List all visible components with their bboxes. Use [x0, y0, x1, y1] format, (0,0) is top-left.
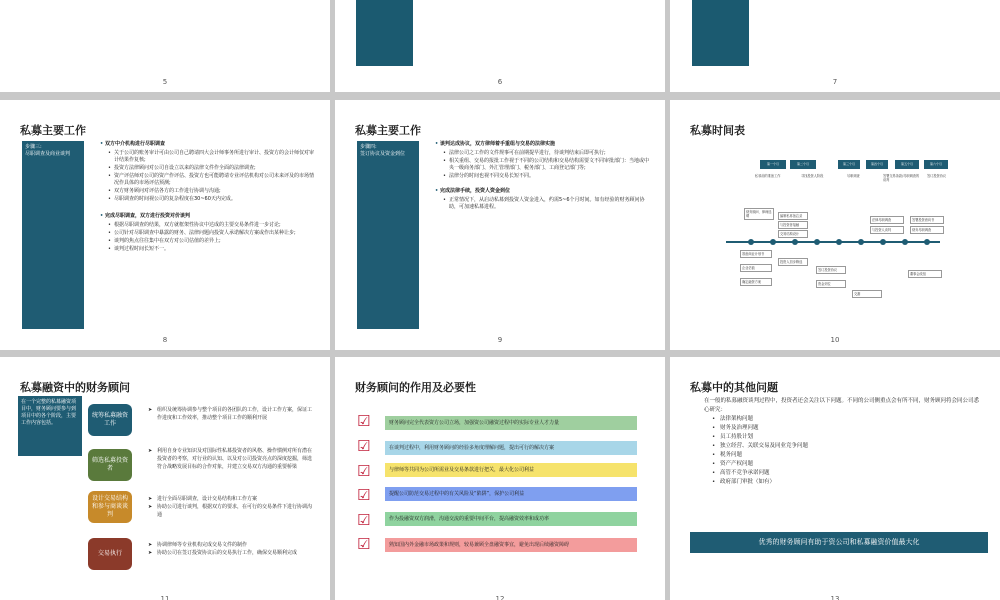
- step-desc: [148, 541, 316, 557]
- slide-10: [670, 100, 1000, 350]
- timeline-node: [748, 239, 754, 245]
- page-number: 7: [832, 78, 838, 86]
- timeline-node: [814, 239, 820, 245]
- list-item: • 政府部门审批（如有）: [712, 478, 982, 487]
- step-desc: [148, 495, 316, 519]
- list-item: • 双方财务顾问对评估各方的工作进行协调与沟通;: [108, 188, 316, 195]
- page-number: 12: [495, 595, 505, 600]
- check-icon: [357, 437, 370, 455]
- bullet-list: [443, 197, 651, 211]
- list-item: • 根据尽职调查的结果，双方就框架性协议中达成的主要交易条件进一步讨论;: [108, 222, 316, 229]
- list-item: • 尽职调查的时间视公司的复杂程度在30~60天内完成。: [108, 196, 316, 203]
- list-item: • 投资方法律顾问对公司自设立以来的法律文件作全面的法律调查;: [108, 165, 316, 172]
- timeline-phase: 签订投资协议: [926, 173, 960, 179]
- desc-line: ➤ 协助公司进行谈判，根据双方的要求，在可行的交易条件下进行协调沟通: [148, 503, 316, 519]
- page-number: 13: [830, 595, 840, 600]
- timeline-node: [858, 239, 864, 245]
- point-bar: 作为投融资双方润滑，沟通交流的重要中间平台，提高融资效率和成功率: [385, 512, 637, 526]
- step-desc: [148, 447, 316, 471]
- timeline-task: 签订投资协议: [816, 266, 846, 274]
- timeline-task: 财务尽职调查: [910, 226, 944, 234]
- timeline-task: 签署投资意向书: [910, 216, 944, 224]
- timeline-phase: 私募前的准备工作: [754, 173, 794, 179]
- timeline-month: 第二个月: [790, 160, 816, 169]
- list-item: • 谈判过程时间长短不一。: [108, 246, 316, 253]
- list-item: • 法律架构问题: [712, 415, 982, 424]
- timeline-task: 企业估值: [740, 264, 772, 272]
- timeline-task: 交割: [852, 290, 882, 298]
- list-item: • 员工持股计划: [712, 433, 982, 442]
- bullet-list: [443, 150, 651, 180]
- conclusion-band: 优秀的财务顾问有助于资公司和私募融资价值最大化: [690, 532, 988, 553]
- list-item: • 独立经营、关联交易及同业竞争问题: [712, 442, 982, 451]
- step-box: 设计交易结构和参与商谈谈判: [88, 491, 132, 523]
- timeline-phase: 寻找投资人阶段: [800, 173, 840, 179]
- step-desc: [148, 406, 316, 422]
- timeline-task: 资金到位: [816, 280, 846, 288]
- teal-block: [356, 0, 413, 66]
- timeline-node: [836, 239, 842, 245]
- slide-title: 私募融资中的财务顾问: [20, 381, 130, 394]
- timeline-task: 财务顾问、律师选聘: [744, 208, 774, 220]
- slide-12: [335, 357, 665, 600]
- list-item: • 税务问题: [712, 451, 982, 460]
- timeline-task: 交易结构设计: [778, 230, 808, 238]
- list-item: • 财务及治理问题: [712, 424, 982, 433]
- list-item: • 资产评估师对公司的资产作评估、投资方也可能聘请专业评估机构对公司未来评及的市场情况作具体的市场评估预测;: [108, 173, 316, 187]
- issues-list: [690, 397, 982, 487]
- list-item: • 公司针对尽职调查中暴露的财务、法律问题向投资人承诺解决方案或作出某种让步;: [108, 230, 316, 237]
- slide-5: [0, 0, 330, 92]
- slide-title: 私募主要工作: [355, 124, 421, 137]
- section-heading: • 完成尽职调查，双方进行投资对价谈判: [100, 213, 316, 220]
- step-sidebar: 步骤四: 签订协议及资金到位: [357, 141, 419, 329]
- timeline-month: 第五个月: [895, 160, 919, 169]
- slide-8: [0, 100, 330, 350]
- list-item: • 高管不竞争承诺问题: [712, 469, 982, 478]
- point-bar: 熟知国内外金融市场政策和规则，较易兼顾全盘融资事宜，避免出现后续融资障碍: [385, 538, 637, 552]
- check-icon: [357, 511, 370, 529]
- list-item: • 相关重组、交易的报批工作视于不同的公司结构和交易结构需要文不同审批部门：当地或中央一级商务部门、外汇管理部门、税务部门、工商登记部门等;: [443, 158, 651, 172]
- slide-title: 私募主要工作: [20, 124, 86, 137]
- timeline-task: 确定融资方案: [740, 278, 772, 286]
- desc-line: ➤ 协助公司在签订投资协议后的交易执行工作，确保交易顺利完成: [148, 549, 316, 557]
- slide-body: [100, 137, 316, 254]
- page-number: 8: [162, 336, 168, 344]
- slide-body: [435, 137, 651, 212]
- slide-6: [335, 0, 665, 92]
- point-bar: 在谈判过程中，利用财务顾问的经验多角度理解问题，提出可行的解决方案: [385, 441, 637, 455]
- check-icon: [357, 486, 370, 504]
- timeline-node: [924, 239, 930, 245]
- section-heading: • 完成法律手续，投资人资金到位: [435, 188, 651, 195]
- intro-text: 在一般的私募融资谈判过程中，投资者还会关注以下问题。不同的公司侧重点会有所不同，财务顾问将会同公司悉心研究：: [704, 398, 980, 413]
- point-bar: 与律师等共同为公司所需业及交易条款进行把关，最大化公司利益: [385, 463, 637, 477]
- timeline-month: 第三个月: [838, 160, 860, 169]
- step-box: 筛选私募投资者: [88, 449, 132, 481]
- page-number: 11: [160, 595, 170, 600]
- timeline-month: 第四个月: [866, 160, 888, 169]
- desc-line: ➤ 协调律师等专业机构完成交易文件的制作: [148, 541, 316, 549]
- teal-block: [692, 0, 749, 66]
- slide-title: 财务顾问的作用及必要性: [355, 381, 476, 394]
- timeline-task: 与投资者接触: [778, 221, 808, 229]
- slide-7: [670, 0, 1000, 92]
- timeline-task: 董事会改组: [908, 270, 942, 278]
- step-sidebar: 步骤三: 尽职调查及商业谈判: [22, 141, 84, 329]
- point-bar: 财务顾问完全代表资方公司立场，加强资公司融资过程中的实际专业人才力量: [385, 416, 637, 430]
- timeline-task: 与投资人谈判: [870, 226, 904, 234]
- list-item: • 法律分的时间也视不同交易长短不同。: [443, 173, 651, 180]
- page-number: 5: [162, 78, 168, 86]
- list-item: • 谈判的焦点往往集中在双方对公司估值的差异上;: [108, 238, 316, 245]
- slide-13: [670, 357, 1000, 600]
- desc-line: ➤ 组织及统筹协调参与整个项目的各团队的工作，设计工作方案，保证工作进度和工作效率，推动整个项目工作的顺利开展: [148, 406, 316, 422]
- timeline-task: 编制私募备忘录: [778, 212, 808, 220]
- list-item: • 资产产权问题: [712, 460, 982, 469]
- bullet-list: [108, 150, 316, 203]
- bullet-list: [712, 415, 982, 487]
- timeline-phase: 签署交易条款/尽职调查的谈判: [882, 173, 922, 183]
- page-number: 9: [497, 336, 503, 344]
- timeline-node: [792, 239, 798, 245]
- step-box: 统筹私募融资工作: [88, 404, 132, 436]
- section-heading: • 双方中介机构进行尽职调查: [100, 141, 316, 148]
- list-item: • 关于公司的账务审计可由公司自己聘请四大会计师事务所进行审计、投资方的会计师仅对审计结果作复核;: [108, 150, 316, 164]
- intro-box: 在一个完整的私募融资项目中，财务顾问要参与到项目中的各个阶段，主要工作内容包括。: [18, 396, 82, 456]
- timeline-phase: 尽职调查: [846, 173, 876, 179]
- timeline-node: [770, 239, 776, 245]
- section-heading: • 谈判达成协议，双方律师着手重组与交易的法律实施: [435, 141, 651, 148]
- check-icon: [357, 462, 370, 480]
- desc-line: ➤ 利用自身专业知识及对国际性私募投资者的风格、操作惯例对所有潜在投资者的考察，对行业的认知、以及对公司投资亮点的深度挖掘，筛选符合战略发展目标的合作对象，并建立交易双方沟通的重要桥梁: [148, 447, 316, 471]
- bullet-list: [108, 222, 316, 253]
- timeline-task: 法律尽职调查: [870, 216, 904, 224]
- step-box: 交易执行: [88, 538, 132, 570]
- check-icon: [357, 535, 370, 553]
- list-item: • 正常情况下，从启动私募到投资人资金进入，约需5~6个月时间。如有经验的财务顾问协助，可加速私募进程。: [443, 197, 651, 211]
- page-number: 10: [830, 336, 840, 344]
- timeline-month: 第六个月: [924, 160, 948, 169]
- slide-11: [0, 357, 330, 600]
- page-number: 6: [497, 78, 503, 86]
- timeline-task: 准备商业计划书: [740, 250, 772, 258]
- timeline-node: [902, 239, 908, 245]
- point-bar: 提醒公司防范交易过程中的有关风险及“陷阱”，保护公司利益: [385, 487, 637, 501]
- slide-title: 私募中的其他问题: [690, 381, 778, 394]
- timeline-node: [880, 239, 886, 245]
- list-item: • 法律公司之工作的文件规事可在前期提早进行，待谈判结束后即可执行;: [443, 150, 651, 157]
- slide-title: 私募时间表: [690, 124, 745, 137]
- desc-line: ➤ 进行全面尽职调查，设计交易结构和工作方案: [148, 495, 316, 503]
- timeline-task: 投资人初步筛选: [778, 258, 808, 266]
- timeline-month: 第一个月: [760, 160, 786, 169]
- slide-9: [335, 100, 665, 350]
- check-icon: [357, 412, 370, 430]
